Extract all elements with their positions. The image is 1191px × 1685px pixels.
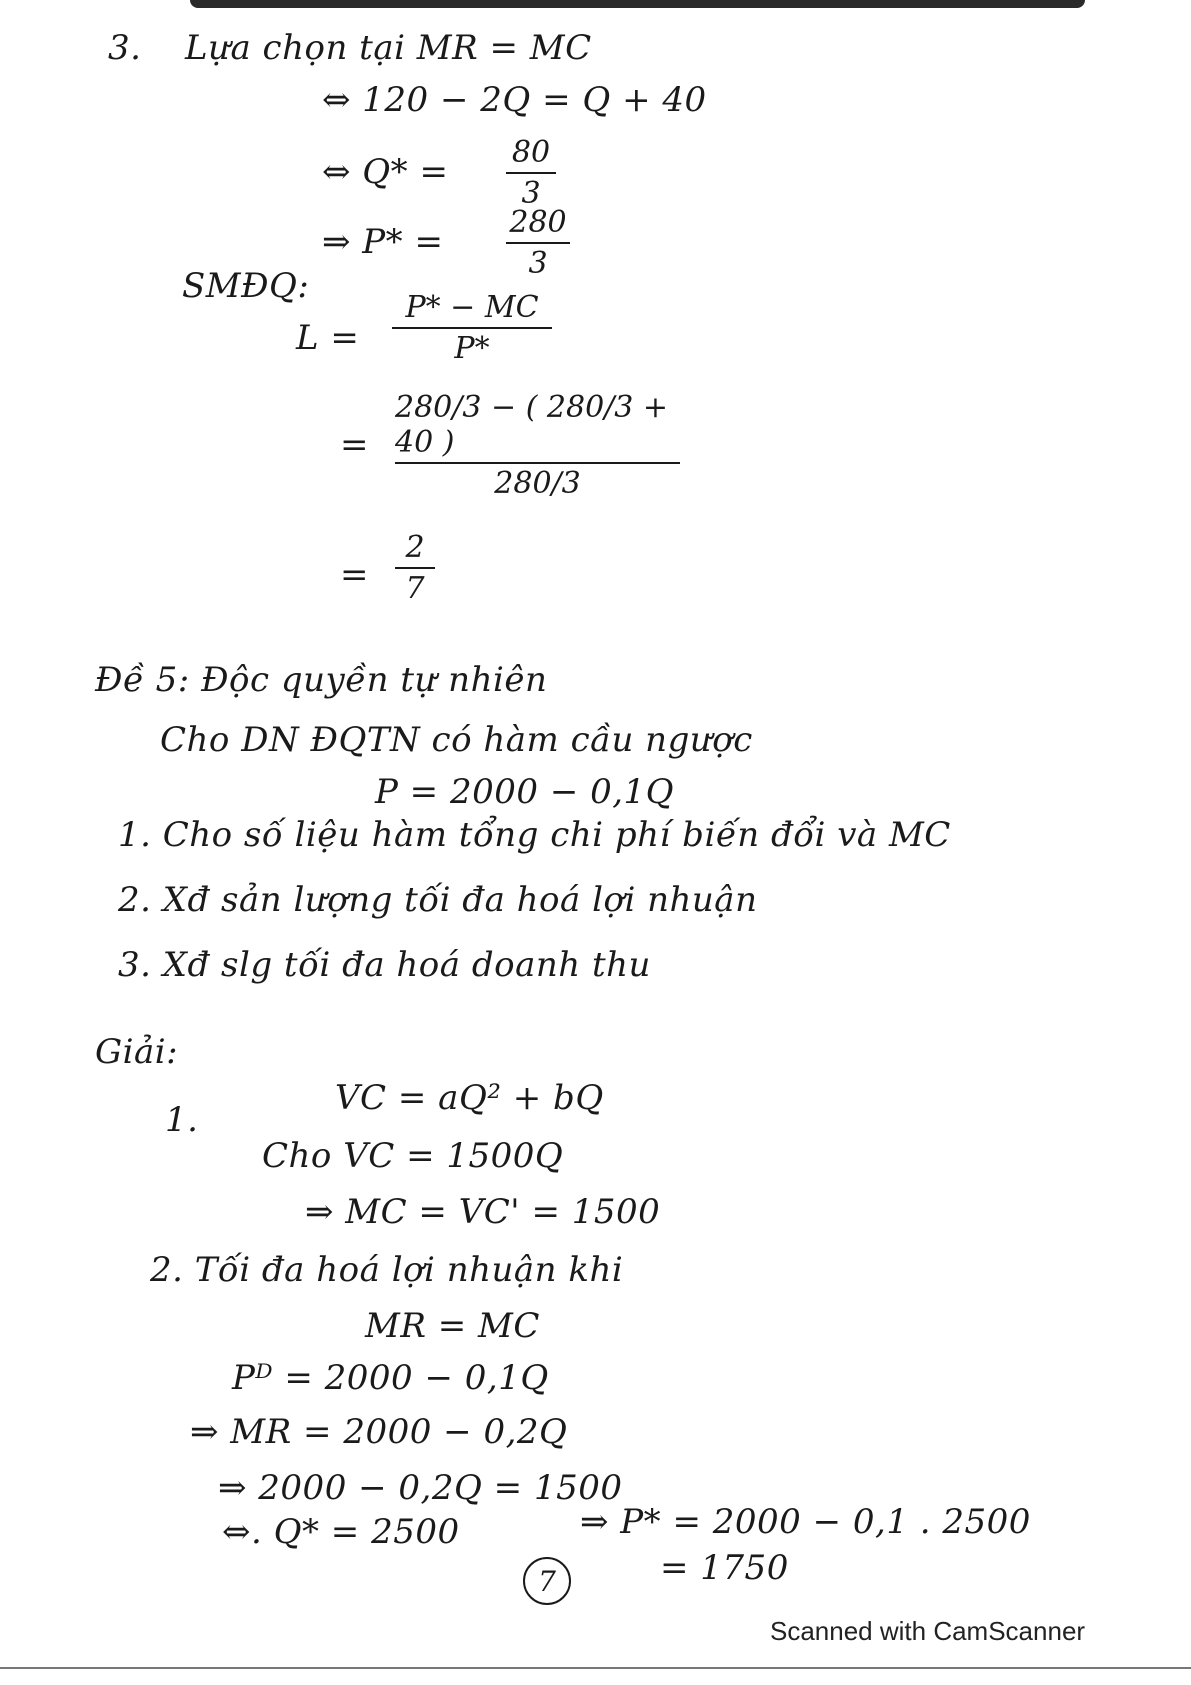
solve-equation: ⇒ 2000 − 0,2Q = 1500 [218,1468,623,1508]
section-3-label: 3. [108,28,142,68]
p-star-denominator: 3 [528,246,548,281]
result-numerator: 2 [405,530,425,565]
camscanner-watermark: Scanned with CamScanner [770,1616,1086,1646]
lerner-result [395,530,435,606]
vc-general-form: VC = aQ² + bQ [335,1078,604,1118]
section-3-heading: Lựa chọn tại MR = MC [185,28,592,68]
q-star-numerator: 80 [511,135,551,170]
q-star-denominator: 3 [521,176,541,211]
q-star-fraction [506,135,556,211]
problem-5-title: Đề 5: Độc quyền tự nhiên [95,660,548,700]
solution-label: Giải: [95,1032,179,1072]
part-1-number: 1. [165,1100,199,1140]
lerner-numerator: P* − MC [405,290,539,325]
result-denominator: 7 [405,571,425,606]
fraction-bar [392,327,552,329]
substitution-numerator: 280/3 − ( 280/3 + 40 ) [395,390,669,460]
scan-bottom-edge [0,1667,1191,1669]
step-equals: = [340,425,369,465]
problem-5-intro: Cho DN ĐQTN có hàm cầu ngược [160,720,753,760]
substitution-denominator: 280/3 [494,466,581,501]
result-equals: = [340,555,369,595]
mr-equals-mc: MR = MC [365,1306,540,1346]
question-3: 3. Xđ slg tối đa hoá doanh thu [118,945,651,985]
p-star-fraction [506,205,570,281]
fraction-bar [395,567,435,569]
scan-edge-shadow [190,0,1085,8]
fraction-bar [395,462,680,464]
page-number: 7 [523,1557,571,1605]
fraction-bar [506,172,556,174]
smdq-label: SMĐQ: [182,266,310,306]
lerner-fraction [392,290,552,366]
fraction-bar [506,242,570,244]
equation-mr-mc: ⇔ 120 − 2Q = Q + 40 [322,80,707,120]
q-star-result: ⇔. Q* = 2500 [222,1512,460,1552]
lerner-prefix: L = [296,318,360,358]
part-2-heading: 2. Tối đa hoá lợi nhuận khi [150,1250,624,1290]
marginal-revenue: ⇒ MR = 2000 − 0,2Q [190,1412,568,1452]
p-star-substitution: ⇒ P* = 2000 − 0,1 . 2500 [580,1502,1031,1542]
inverse-demand-function: P = 2000 − 0,1Q [375,772,675,812]
mc-result: ⇒ MC = VC' = 1500 [305,1192,661,1232]
lerner-substitution [395,390,680,501]
p-star-prefix: ⇒ P* = [322,222,444,262]
demand-pd: Pᴰ = 2000 − 0,1Q [232,1358,549,1398]
vc-given: Cho VC = 1500Q [262,1136,564,1176]
question-1: 1. Cho số liệu hàm tổng chi phí biến đổi và MC [118,815,951,855]
question-2: 2. Xđ sản lượng tối đa hoá lợi nhuận [118,880,758,920]
p-star-value: = 1750 [660,1548,789,1588]
lerner-denominator: P* [454,331,490,366]
p-star-numerator: 280 [509,205,567,240]
q-star-prefix: ⇔ Q* = [322,152,449,192]
